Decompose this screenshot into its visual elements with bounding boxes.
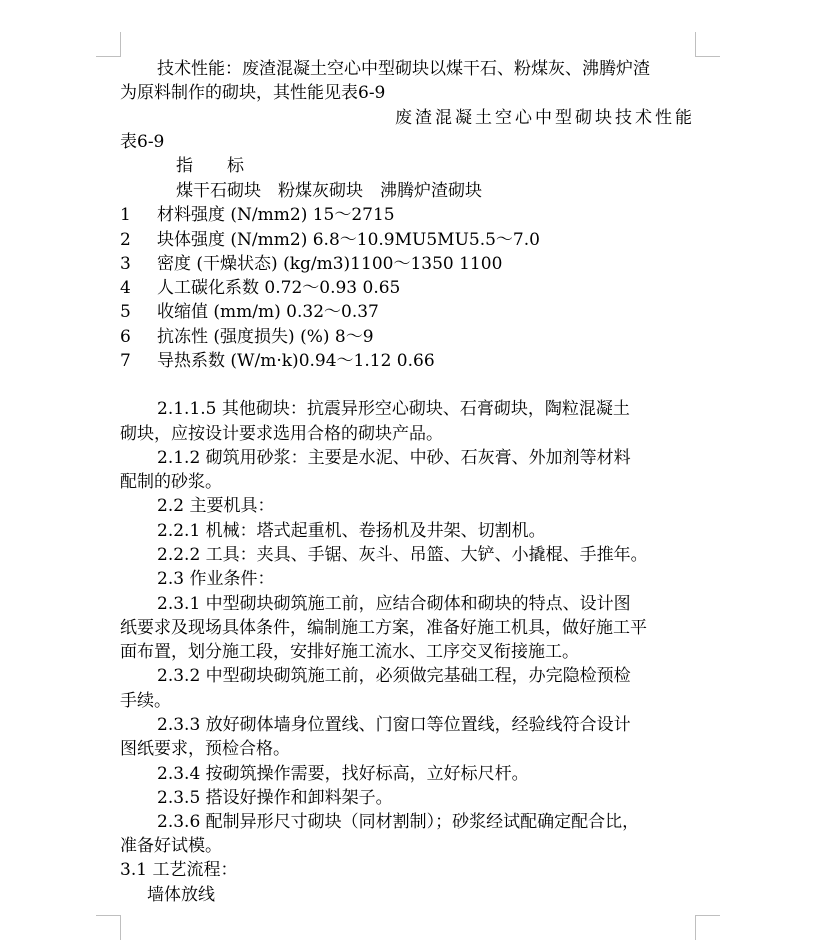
row-text: 抗冻性 (强度损失) (%) 8～9 [157, 327, 374, 347]
paragraph-line: 砌块，应按设计要求选用合格的砌块产品。 [120, 424, 443, 444]
row-number: 6 [120, 327, 131, 347]
row-number: 3 [120, 254, 131, 274]
row-text: 人工碳化系数 0.72～0.93 0.65 [157, 278, 401, 298]
paragraph-line: 2.2 主要机具： [157, 496, 275, 516]
paragraph-line: 2.3.5 搭设好操作和卸料架子。 [157, 788, 393, 808]
page-corner-mark-bottom-left [96, 915, 121, 940]
page-corner-mark-top-right [695, 32, 720, 57]
table-row [120, 300, 695, 324]
paragraph-line: 2.2.1 机械：塔式起重机、卷扬机及井架、切割机。 [157, 521, 546, 541]
text-line: 煤干石砌块 粉煤灰砌块 沸腾炉渣砌块 [176, 181, 482, 201]
row-text: 材料强度 (N/mm2) 15～2715 [157, 205, 395, 225]
paragraph-line: 图纸要求，预检合格。 [120, 739, 290, 759]
row-number: 2 [120, 230, 131, 250]
row-text: 导热系数 (W/m·k)0.94～1.12 0.66 [157, 351, 435, 371]
table-row [120, 349, 695, 373]
table-caption: 废渣混凝土空心中型砌块技术性能 [395, 108, 695, 128]
table-row [120, 252, 695, 276]
paragraph-line: 2.3.1 中型砌块砌筑施工前，应结合砌体和砌块的特点、设计图 [157, 594, 631, 614]
text-line: 指 标 [176, 156, 244, 176]
paragraph-line: 纸要求及现场具体条件，编制施工方案，准备好施工机具，做好施工平 [120, 618, 647, 638]
table-row [120, 203, 695, 227]
paragraph-line: 2.2.2 工具：夹具、手锯、灰斗、吊篮、大铲、小撬棍、手推年。 [157, 545, 648, 565]
row-text: 块体强度 (N/mm2) 6.8～10.9MU5MU5.5～7.0 [157, 230, 540, 250]
row-number: 1 [120, 205, 131, 225]
row-number: 4 [120, 278, 131, 298]
paragraph-line: 2.3.6 配制异形尺寸砌块（同材割制）；砂浆经试配确定配合比， [157, 812, 640, 832]
paragraph-line: 准备好试模。 [120, 836, 222, 856]
row-text: 密度 (干燥状态) (kg/m3)1100～1350 1100 [157, 254, 503, 274]
paragraph-line: 2.3.4 按砌筑操作需要，找好标高，立好标尺杆。 [157, 764, 529, 784]
paragraph-line: 3.1 工艺流程： [120, 860, 238, 880]
row-text: 收缩值 (mm/m) 0.32～0.37 [157, 302, 379, 322]
table-row [120, 276, 695, 300]
table-row [120, 228, 695, 252]
paragraph-line: 手续。 [120, 691, 171, 711]
row-number: 5 [120, 302, 131, 322]
page-corner-mark-bottom-right [695, 915, 720, 940]
paragraph-line: 2.1.1.5 其他砌块：抗震异形空心砌块、石膏砌块，陶粒混凝土 [157, 399, 630, 419]
paragraph-line: 2.3.2 中型砌块砌筑施工前，必须做完基础工程，办完隐检预检 [157, 666, 631, 686]
paragraph-line: 2.3.3 放好砌体墙身位置线、门窗口等位置线，经验线符合设计 [157, 715, 631, 735]
paragraph-line: 面布置，划分施工段，安排好施工流水、工序交叉衔接施工。 [120, 642, 579, 662]
paragraph-line: 2.1.2 砌筑用砂浆：主要是水泥、中砂、石灰膏、外加剂等材料 [157, 448, 631, 468]
paragraph-line: 墙体放线 [147, 885, 215, 905]
paragraph-line: 配制的砂浆。 [120, 472, 222, 492]
text-line: 为原料制作的砌块，其性能见表6-9 [120, 83, 386, 103]
table-row [120, 325, 695, 349]
table-number: 表6-9 [120, 132, 165, 152]
row-number: 7 [120, 351, 131, 371]
text-line: 技术性能：废渣混凝土空心中型砌块以煤干石、粉煤灰、沸腾炉渣 [157, 59, 650, 79]
page-corner-mark-top-left [96, 32, 121, 57]
paragraph-line: 2.3 作业条件： [157, 569, 275, 589]
